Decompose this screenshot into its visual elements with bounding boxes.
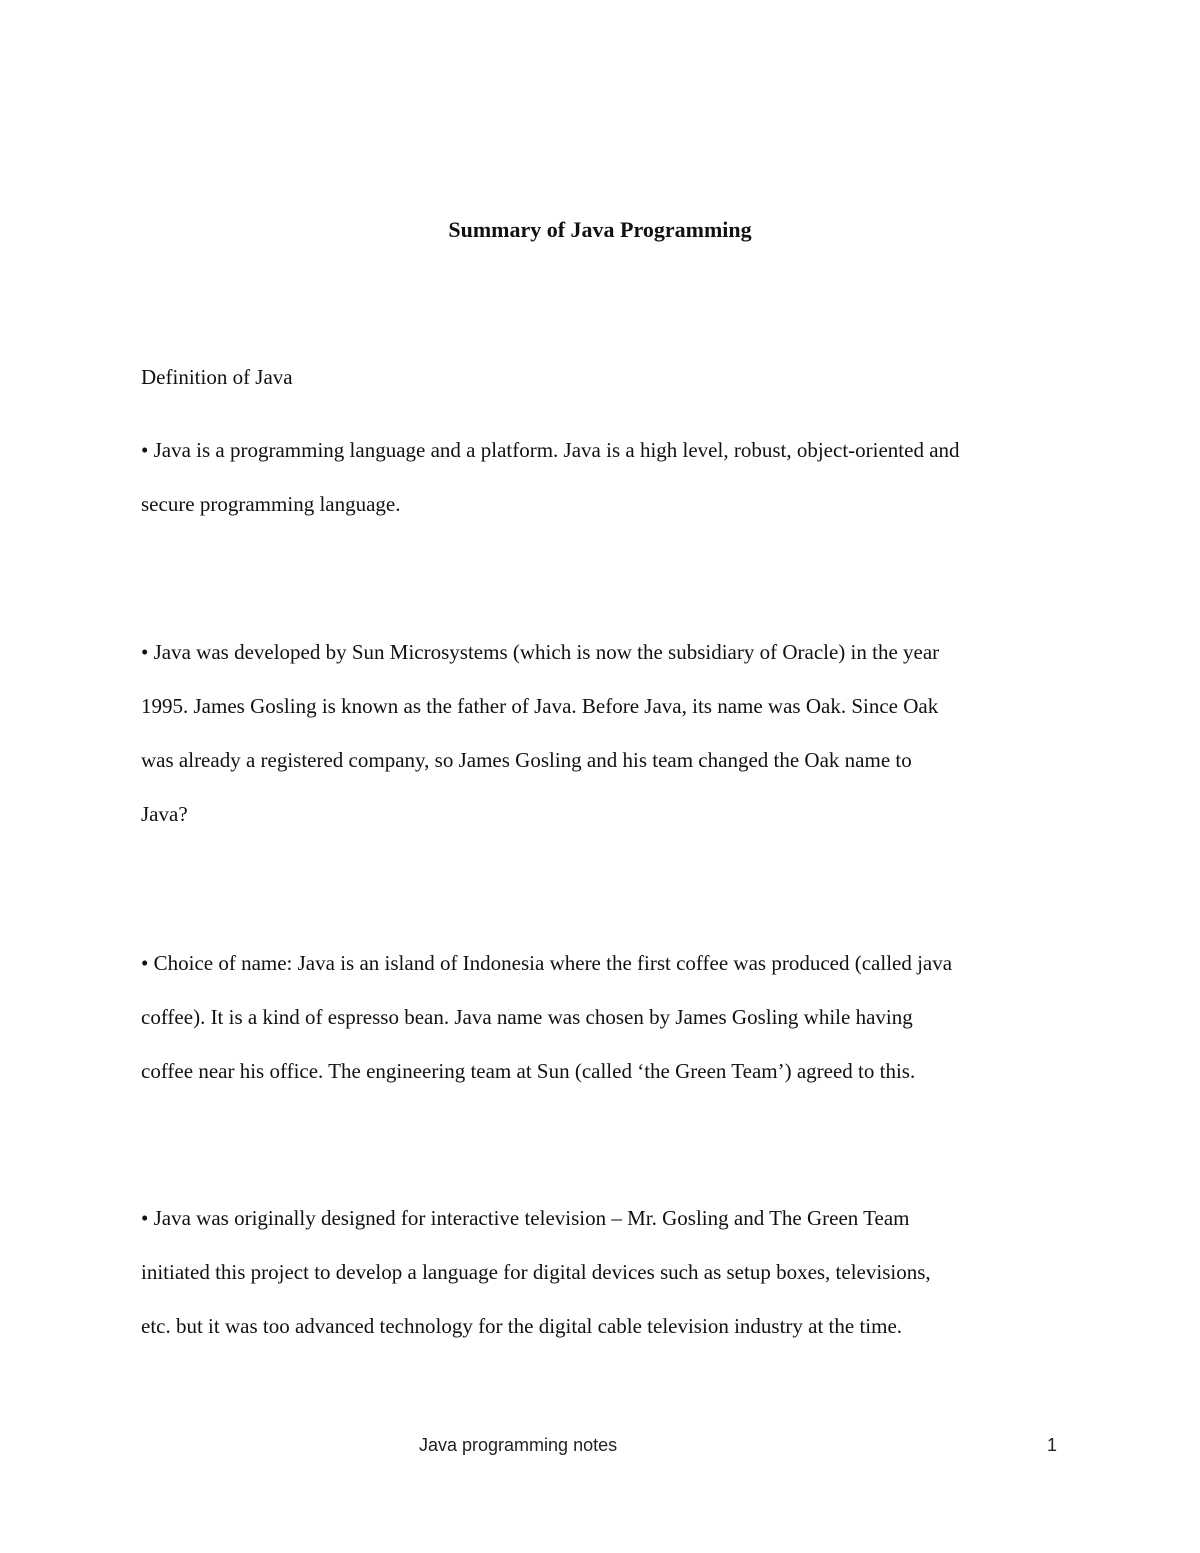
paragraph-original-design: • Java was originally designed for interactive television – Mr. Gosling and The Green Team initiated this project to develop a language for digital devices such as setup boxes, televisions, etc. but it was too advanced technology for the digital cable television industry at the time. (141, 1206, 931, 1338)
paragraph-name-choice: • Choice of name: Java is an island of Indonesia where the first coffee was produced (called java coffee). It is a kind of espresso bean. Java name was chosen by James Gosling while having coffee near his office. The engineering team at Sun (called ‘the Green Team’) agreed to this. (141, 951, 953, 1083)
page-number: 1 (1047, 1435, 1058, 1455)
footer-text: Java programming notes (419, 1435, 618, 1455)
section-heading: Definition of Java (141, 365, 293, 389)
paragraph-definition: • Java is a programming language and a platform. Java is a high level, robust, object-oriented and secure programming language. (141, 438, 960, 516)
document-title: Summary of Java Programming (448, 217, 752, 242)
paragraph-history: • Java was developed by Sun Microsystems (which is now the subsidiary of Oracle) in the year 1995. James Gosling is known as the father of Java. Before Java, its name was Oak. Since Oak was already a registered company, so James Gosling and his team changed the Oak name to Java? (141, 640, 940, 826)
